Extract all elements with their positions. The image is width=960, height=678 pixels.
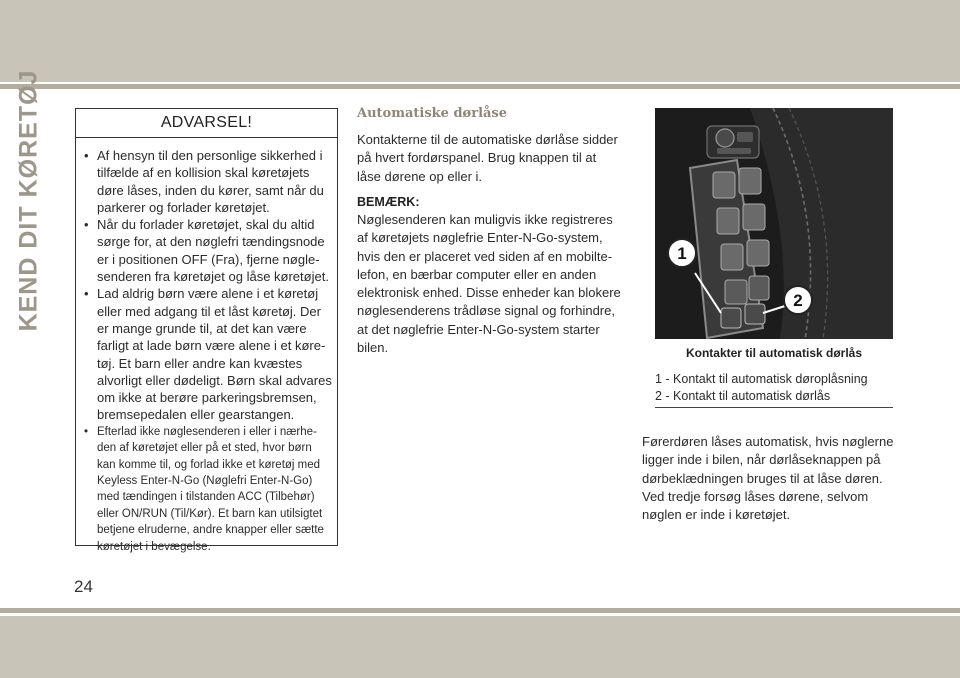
warning-heading: ADVARSEL! xyxy=(76,109,337,138)
warning-item: • Af hensyn til den personlige sikkerhed i tilfælde af en kollision skal køretøjets døre låses, inden du kører, samt når du parkerer og forlader køretøjet. xyxy=(84,147,332,216)
legend-item-1: 1 - Kontakt til automatisk døroplåsning xyxy=(655,372,868,386)
bottom-rule xyxy=(0,608,960,613)
door-switch-photo xyxy=(655,108,893,339)
callout-1-label: 1 xyxy=(677,244,687,263)
figure-caption: Kontakter til automatisk dørlås xyxy=(685,346,863,360)
section-title: Automatiske dørlåse xyxy=(357,106,508,121)
legend-item-2: 2 - Kontakt til automatisk dørlås xyxy=(655,389,831,403)
callout-2-marker xyxy=(784,286,812,314)
note-paragraph: Nøglesenderen kan muligvis ikke registreres af køretøjets nøglefrie Enter-N-Go-system, hvis den er placeret ved siden af en mobiltelefon, en bærbar computer eller en anden elektronisk enhed. Disse enheder kan blokere nøglesenderens trådløse signal og forhindre, at det nøglefrie Enter-N-Go-system starter bilen. xyxy=(357,212,621,356)
bottom-decorative-band xyxy=(0,616,960,678)
section-intro-paragraph: Kontakterne til de automatiske dørlåse sidder på hvert fordørspanel. Brug knappen til at låse dørene op eller i. xyxy=(357,132,618,184)
warning-list xyxy=(76,147,337,555)
chapter-side-title xyxy=(4,69,54,331)
warning-item: • Lad aldrig børn være alene i et køretøj eller med adgang til et låst køretøj. Der er mange grunde til, at det kan være farligt at lade børn være alene i et køretøj. Et barn eller andre kan kvæstes alvorligt eller dødeligt. Børn skal advares om ikke at berøre parkeringsbremsen, bremsepedalen eller gearstangen. xyxy=(84,285,332,423)
warning-box xyxy=(75,108,338,553)
callout-1-marker xyxy=(668,239,696,267)
callout-2-label: 2 xyxy=(793,291,803,310)
chapter-title-text: KEND DIT KØRETØJ xyxy=(14,69,43,331)
warning-item: • Efterlad ikke nøglesenderen i eller i nærheden af køretøjet eller på et sted, hvor børn kan komme til, og forlad ikke et køretøj med Keyless Enter-N-Go (Nøglefri Enter-N-Go) med tændingen i tilstanden ACC (Tilbehør) eller ON/RUN (Til/Kør). Et barn kan utilsigtet betjene elruderne, andre knapper eller sætte køretøjet i bevægelse. xyxy=(84,424,332,555)
callout-layer xyxy=(655,108,893,339)
top-rule xyxy=(0,84,960,89)
page-number: 24 xyxy=(74,577,93,596)
closing-paragraph: Førerdøren låses automatisk, hvis nøglerne ligger inde i bilen, når dørlåseknappen på dørbeklædningen bruges til at låse døren. Ved tredje forsøg låses dørene, selvom nøglen er inde i køretøjet. xyxy=(642,434,894,523)
top-decorative-band xyxy=(0,0,960,82)
note-label: BEMÆRK: xyxy=(357,195,420,209)
caption-divider xyxy=(655,407,893,408)
warning-item: • Når du forlader køretøjet, skal du altid sørge for, at den nøglefri tændingsnode er i positionen OFF (Fra), fjerne nøglesenderen fra køretøjet og låse køretøjet. xyxy=(84,216,332,285)
